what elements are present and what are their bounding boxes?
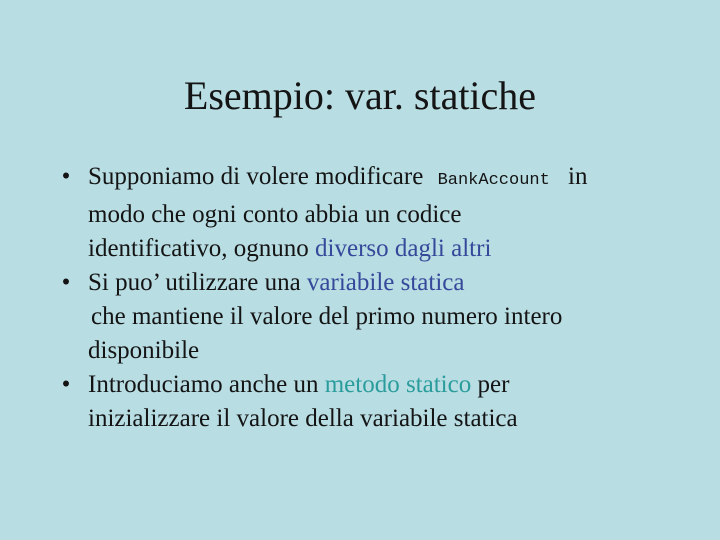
highlighted-text: diverso dagli altri: [315, 235, 492, 262]
bullet-text: Introduciamo anche un: [88, 371, 319, 398]
bullet-list: [56, 160, 686, 436]
bullet-line: che mantiene il valore del primo numero intero: [91, 303, 563, 330]
bullet-dot: •: [61, 269, 71, 296]
bullet-line: modo che ogni conto abbia un codice: [88, 201, 462, 228]
bullet-line: [88, 368, 686, 402]
bullet-text: in: [568, 163, 588, 190]
bullet-line: disponibile: [88, 337, 200, 364]
bullet-text: identificativo, ognuno: [88, 235, 309, 262]
bullet-line: [88, 160, 686, 198]
bullet-text: Supponiamo di volere modificare: [88, 163, 424, 190]
bullet-text: Si puo’ utilizzare una: [88, 269, 301, 296]
bullet-text: per: [477, 371, 510, 398]
bullet-item-2: [56, 266, 686, 368]
bullet-item-1: [56, 160, 686, 266]
code-class-name: BankAccount: [437, 171, 550, 190]
bullet-dot: •: [61, 371, 71, 398]
bullet-line: inizializzare il valore della variabile statica: [88, 405, 518, 432]
bullet-line: [88, 232, 686, 266]
bullet-line: [88, 266, 686, 300]
bullet-item-3: [56, 368, 686, 436]
highlighted-text: variabile statica: [306, 269, 465, 296]
highlighted-text: metodo statico: [324, 371, 472, 398]
bullet-dot: •: [61, 163, 71, 190]
slide-title: Esempio: var. statiche: [183, 73, 537, 118]
